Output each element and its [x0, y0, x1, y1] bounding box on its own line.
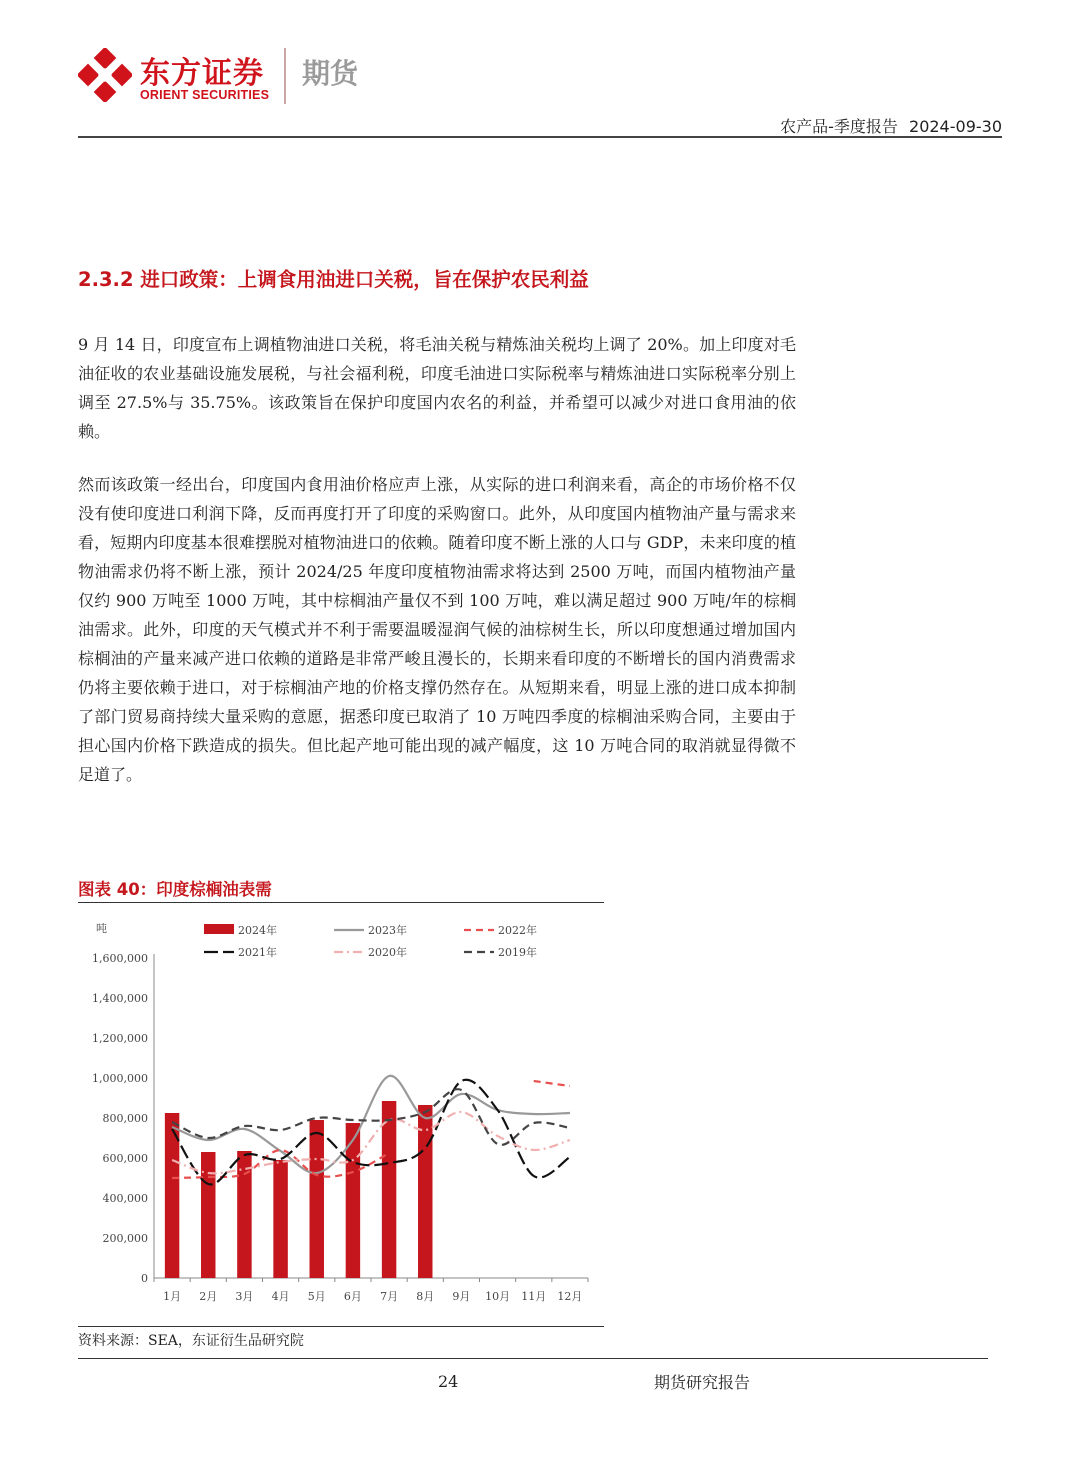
chart-rule-top — [78, 902, 604, 903]
x-tick-label: 3月 — [235, 1290, 254, 1303]
x-tick-label: 2月 — [199, 1290, 218, 1303]
x-tick-label: 4月 — [271, 1290, 290, 1303]
bar-2024年-3月 — [237, 1151, 251, 1278]
header-rule — [78, 136, 1002, 138]
bar-2024年-7月 — [382, 1101, 396, 1278]
y-axis-unit: 吨 — [96, 922, 107, 935]
page-number: 24 — [438, 1372, 459, 1391]
y-tick-label: 600,000 — [102, 1152, 148, 1165]
bar-2024年-4月 — [273, 1160, 287, 1278]
legend-label-2020年: 2020年 — [368, 946, 407, 959]
x-tick-label: 5月 — [307, 1290, 326, 1303]
footer-rule — [78, 1358, 988, 1359]
y-tick-label: 1,000,000 — [92, 1072, 148, 1085]
legend-label-2022年: 2022年 — [498, 924, 537, 937]
chart-rule-bottom — [78, 1326, 604, 1327]
report-type: 农产品-季度报告 — [780, 117, 898, 136]
legend-label-2019年: 2019年 — [498, 946, 537, 959]
x-tick-label: 9月 — [452, 1290, 471, 1303]
chart-source: 资料来源：SEA，东证衍生品研究院 — [78, 1333, 304, 1349]
brand-name-cn: 东方证券 — [140, 56, 264, 91]
section-title: 2.3.2 进口政策：上调食用油进口关税，旨在保护农民利益 — [78, 268, 589, 291]
series-line-2023年-0 — [172, 1076, 570, 1173]
y-tick-label: 0 — [141, 1272, 148, 1285]
logo-divider — [284, 48, 286, 104]
footer-label: 期货研究报告 — [654, 1373, 751, 1392]
series-line-2019年-0 — [172, 1089, 570, 1145]
legend-label-2021年: 2021年 — [238, 946, 277, 959]
division-name: 期货 — [302, 57, 359, 90]
orient-securities-logo-icon — [78, 48, 132, 102]
series-line-2022年-1 — [534, 1081, 570, 1086]
legend-label-2023年: 2023年 — [368, 924, 407, 937]
x-tick-label: 7月 — [380, 1290, 399, 1303]
x-tick-label: 1月 — [163, 1290, 182, 1303]
y-tick-label: 1,200,000 — [92, 1032, 148, 1045]
y-tick-label: 1,400,000 — [92, 992, 148, 1005]
y-tick-label: 800,000 — [102, 1112, 148, 1125]
paragraph-2: 然而该政策一经出台，印度国内食用油价格应声上涨，从实际的进口利润来看，高企的市场价格不仅没有使印度进口利润下降，反而再度打开了印度的采购窗口。此外，从印度国内植物油产量与需求来看，短期内印度基本很难摆脱对植物油进口的依赖。随着印度不断上涨的人口与 GDP，未来印度的植物油需求仍将不断上涨，预计 2024/25 年度印度植物油需求将达到 2500 万吨，而国内植物油产量仅约 900 万吨至 1000 万吨，其中棕榈油产量仅不到 100 万吨，难以满足超过 900 万吨/年的棕榈油需求。此外，印度的天气模式并不利于需要温暖湿润气候的油棕树生长，所以印度想通过增加国内棕榈油的产量来减产进口依赖的道路是非常严峻且漫长的，长期来看印度的不断增长的国内消费需求仍将主要依赖于进口，对于棕榈油产地的价格支撑仍然存在。从短期来看，明显上涨的进口成本抑制了部门贸易商持续大量采购的意愿，据悉印度已取消了 10 万吨四季度的棕榈油采购合同，主要由于担心国内价格下跌造成的损失。但比起产地可能出现的减产幅度，这 10 万吨合同的取消就显得微不足道了。 — [78, 475, 796, 784]
x-tick-label: 11月 — [521, 1290, 547, 1303]
x-tick-label: 10月 — [485, 1290, 511, 1303]
brand-name-en: ORIENT SECURITIES — [140, 88, 270, 102]
legend-label-2024年: 2024年 — [238, 924, 277, 937]
y-tick-label: 1,600,000 — [92, 952, 148, 965]
bar-2024年-5月 — [310, 1120, 324, 1278]
x-tick-label: 6月 — [343, 1290, 362, 1303]
paragraph-1: 9 月 14 日，印度宣布上调植物油进口关税，将毛油关税与精炼油关税均上调了 20%。加上印度对毛油征收的农业基础设施发展税，与社会福利税，印度毛油进口实际税率与精炼油进口实际税率分别上调至 27.5%与 35.75%。该政策旨在保护印度国内农名的利益，并希望可以减少对进口食用油的依赖。 — [78, 335, 796, 441]
y-tick-label: 400,000 — [102, 1192, 148, 1205]
palm-oil-demand-chart — [78, 904, 604, 1324]
chart-title: 图表 40：印度棕榈油表需 — [78, 880, 272, 899]
report-meta — [774, 114, 1002, 137]
report-date: 2024-09-30 — [909, 117, 1002, 136]
page-header — [78, 40, 1002, 140]
legend-swatch-2024年 — [204, 924, 234, 934]
y-tick-label: 200,000 — [102, 1232, 148, 1245]
bar-2024年-8月 — [418, 1105, 432, 1278]
x-tick-label: 12月 — [557, 1290, 583, 1303]
x-tick-label: 8月 — [416, 1290, 435, 1303]
